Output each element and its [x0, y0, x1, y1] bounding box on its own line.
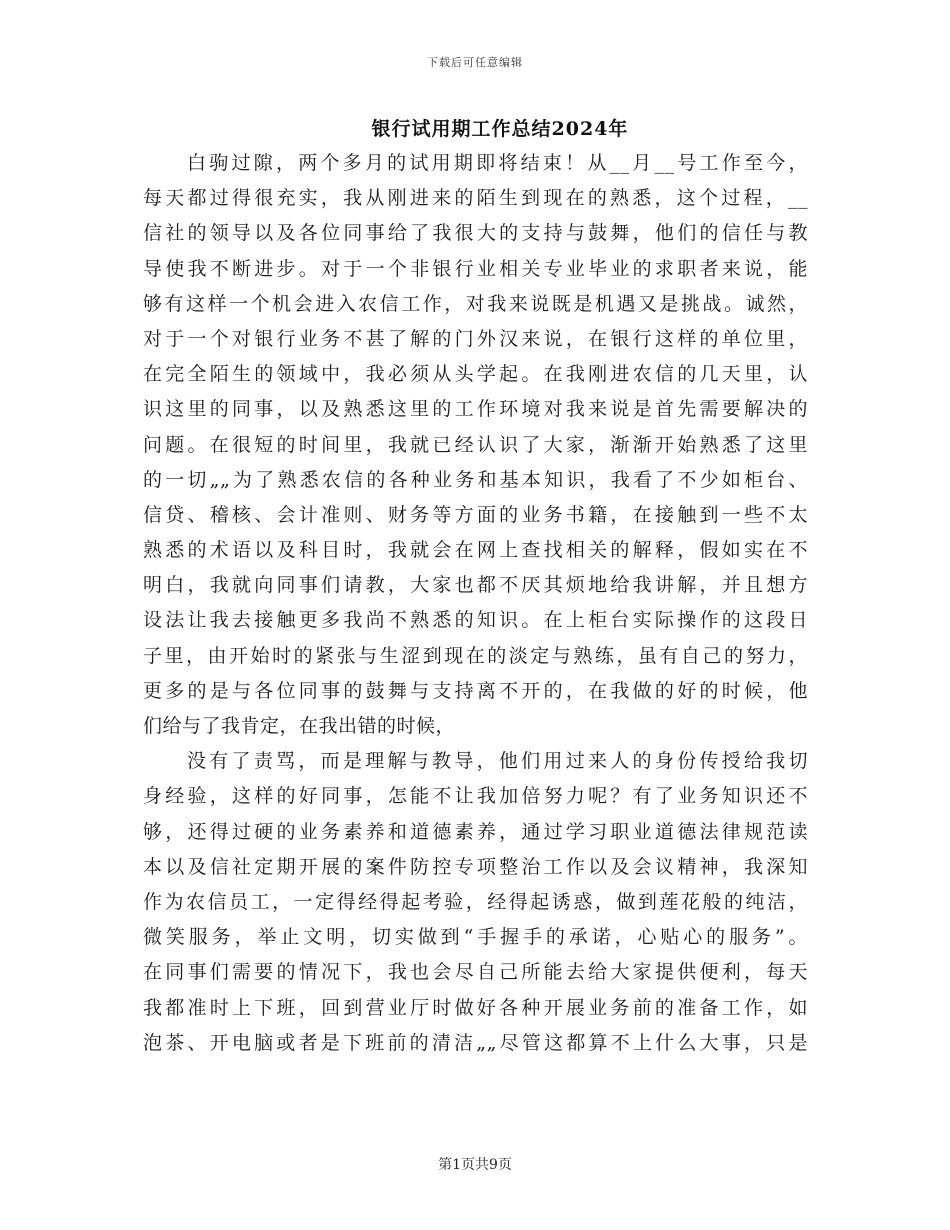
paragraph-line: 白驹过隙，两个多月的试用期即将结束！从__月__号工作至今， — [187, 152, 808, 174]
paragraph-line: 本以及信社定期开展的案件防控专项整治工作以及会议精神，我深知 — [143, 855, 808, 878]
document-title: 银行试用期工作总结2024年 — [371, 118, 629, 140]
paragraph-line: 作为农信员工，一定得经得起考验，经得起诱惑，做到莲花般的纯洁， — [143, 890, 808, 913]
paragraph-line: 泡茶、开电脑或者是下班前的清洁„„尽管这都算不上什么大事，只是 — [143, 1031, 808, 1054]
paragraph-line: 对于一个对银行业务不甚了解的门外汉来说，在银行这样的单位里， — [143, 327, 808, 350]
paragraph-line: 够，还得过硬的业务素养和道德素养，通过学习职业道德法律规范读 — [143, 820, 808, 843]
paragraph-line: 够有这样一个机会进入农信工作，对我来说既是机遇又是挑战。诚然， — [143, 292, 808, 315]
header-note: 下载后可任意编辑 — [427, 56, 523, 69]
paragraph-line: 的一切„„为了熟悉农信的各种业务和基本知识，我看了不少如柜台、 — [143, 468, 808, 491]
paragraph-line: 我都准时上下班，回到营业厅时做好各种开展业务前的准备工作，如 — [143, 996, 808, 1019]
paragraph-line: 子里，由开始时的紧张与生涩到现在的淡定与熟练，虽有自己的努力， — [143, 644, 808, 667]
paragraph-line: 微笑服务，举止文明，切实做到“手握手的承诺，心贴心的服务”。 — [143, 926, 808, 949]
document-body — [143, 146, 808, 1061]
paragraph-line: 在同事们需要的情况下，我也会尽自己所能去给大家提供便利，每天 — [143, 961, 808, 984]
paragraph-line: 信贷、稽核、会计准则、财务等方面的业务书籍，在接触到一些不太 — [143, 503, 808, 526]
paragraph-line: 明白，我就向同事们请教，大家也都不厌其烦地给我讲解，并且想方 — [143, 574, 808, 597]
paragraph-line: 每天都过得很充实，我从刚进来的陌生到现在的熟悉，这个过程，__ — [143, 187, 808, 210]
paragraph-line: 身经验，这样的好同事，怎能不让我加倍努力呢？有了业务知识还不 — [143, 785, 808, 808]
paragraph-line: 在完全陌生的领域中，我必须从头学起。在我刚进农信的几天里，认 — [143, 363, 808, 386]
paragraph-line: 更多的是与各位同事的鼓舞与支持离不开的，在我做的好的时候，他 — [143, 679, 808, 702]
paragraph-line: 设法让我去接触更多我尚不熟悉的知识。在上柜台实际操作的这段日 — [143, 609, 808, 632]
paragraph-line: 识这里的同事，以及熟悉这里的工作环境对我来说是首先需要解决的 — [143, 398, 808, 421]
paragraph-line: 信社的领导以及各位同事给了我很大的支持与鼓舞，他们的信任与教 — [143, 222, 808, 245]
paragraph-line: 导使我不断进步。对于一个非银行业相关专业毕业的求职者来说，能 — [143, 257, 808, 280]
paragraph-line: 没有了责骂，而是理解与教导，他们用过来人的身份传授给我切 — [187, 750, 808, 773]
page-number-footer: 第1页共9页 — [438, 1157, 512, 1173]
paragraph-line: 熟悉的术语以及科目时，我就会在网上查找相关的解释，假如实在不 — [143, 539, 808, 562]
paragraph-line: 们给与了我肯定，在我出错的时候， — [143, 715, 456, 737]
paragraph-line: 问题。在很短的时间里，我就已经认识了大家，渐渐开始熟悉了这里 — [143, 433, 808, 456]
